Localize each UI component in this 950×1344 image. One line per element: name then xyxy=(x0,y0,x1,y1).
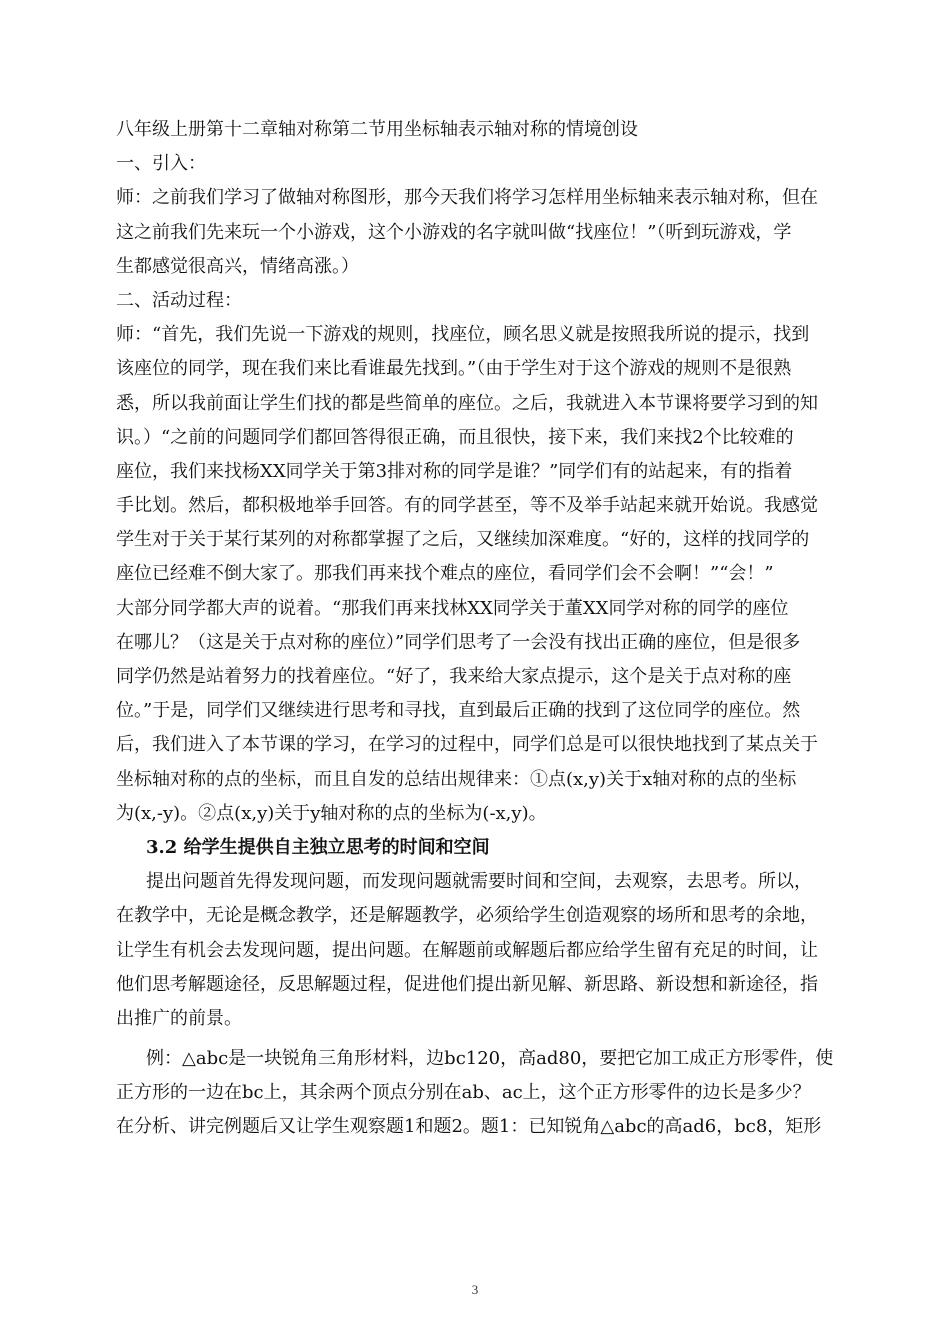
paragraph-line: 大部分同学都大声的说着。“那我们再来找林XX同学关于董XX同学对称的同学的座位 xyxy=(116,597,789,619)
example-line: 例：△abc是一块锐角三角形材料，边bc120，高ad80，要把它加工成正方形零件，使 xyxy=(146,1048,834,1070)
page-number: 3 xyxy=(471,1282,479,1297)
paragraph-line: 手比划。然后，都积极地举手回答。有的同学甚至，等不及举手站起来就开始说。我感觉 xyxy=(116,495,818,517)
paragraph-line: 让学生有机会去发现问题，提出问题。在解题前或解题后都应给学生留有充足的时间，让 xyxy=(116,939,818,961)
paragraph-line: 座位，我们来找杨XX同学关于第3排对称的同学是谁？”同学们有的站起来，有的指着 xyxy=(116,460,793,482)
paragraph-line: 学生对于关于某行某列的对称都掌握了之后，又继续加深难度。“好的，这样的找同学的 xyxy=(116,529,810,551)
paragraph-line: 在教学中，无论是概念教学，还是解题教学，必须给学生创造观察的场所和思考的余地， xyxy=(116,905,818,927)
paragraph-line: 悉，所以我前面让学生们找的都是些简单的座位。之后，我就进入本节课将要学习到的知 xyxy=(116,392,818,414)
paragraph-line: 师：“首先，我们先说一下游戏的规则，找座位，顾名思义就是按照我所说的提示，找到 xyxy=(116,324,810,346)
paragraph-line: 座位已经难不倒大家了。那我们再来找个难点的座位，看同学们会不会啊！”“会！” xyxy=(116,563,774,585)
paragraph-line: 生都感觉很高兴，情绪高涨。） xyxy=(116,255,359,277)
paragraph-line: 他们思考解题途径，反思解题过程，促进他们提出新见解、新思路、新设想和新途径，指 xyxy=(116,973,818,995)
paragraph-line: 位。”于是，同学们又继续进行思考和寻找，直到最后正确的找到了这位同学的座位。然 xyxy=(116,700,801,722)
paragraph-line: 提出问题首先得发现问题，而发现问题就需要时间和空间，去观察，去思考。所以， xyxy=(146,871,812,893)
paragraph-line: 识。）“之前的问题同学们都回答得很正确，而且很快，接下来，我们来找2个比较难的 xyxy=(116,426,794,448)
paragraph-line: 出推广的前景。 xyxy=(116,1007,242,1029)
paragraph-line: 坐标轴对称的点的坐标，而且自发的总结出规律来：①点(x,y)关于x轴对称的点的坐标 xyxy=(116,768,797,790)
paragraph-line: 同学仍然是站着努力的找着座位。“好了，我来给大家点提示，这个是关于点对称的座 xyxy=(116,666,792,687)
paragraph-line: 后，我们进入了本节课的学习，在学习的过程中，同学们总是可以很快地找到了某点关于 xyxy=(116,734,818,756)
paragraph-line: 师：之前我们学习了做轴对称图形，那今天我们将学习怎样用坐标轴来表示轴对称，但在 xyxy=(116,187,818,209)
paragraph-line: 在哪儿？（这是关于点对称的座位）”同学们思考了一会没有找出正确的座位，但是很多 xyxy=(116,631,801,653)
section-intro-heading: 一、引入： xyxy=(116,153,206,175)
document-body xyxy=(116,113,836,1145)
paragraph-line: 为(x,-y)。②点(x,y)关于y轴对称的点的坐标为(-x,y)。 xyxy=(116,802,547,824)
paragraph-line: 这之前我们先来玩一个小游戏，这个小游戏的名字就叫做“找座位！”（听到玩游戏，学 xyxy=(116,221,792,243)
section-activity-heading: 二、活动过程： xyxy=(116,289,242,311)
example-line: 正方形的一边在bc上，其余两个顶点分别在ab、ac上，这个正方形零件的边长是多少？ xyxy=(116,1082,811,1104)
document-title: 八年级上册第十二章轴对称第二节用坐标轴表示轴对称的情境创设 xyxy=(116,119,638,140)
section-3-2-heading: 3.2 给学生提供自主独立思考的时间和空间 xyxy=(146,836,490,858)
paragraph-line: 该座位的同学，现在我们来比看谁最先找到。”（由于学生对于这个游戏的规则不是很熟 xyxy=(116,358,792,380)
example-line: 在分析、讲完例题后又让学生观察题1和题2。题1：已知锐角△abc的高ad6，bc8，矩形 xyxy=(116,1116,822,1138)
